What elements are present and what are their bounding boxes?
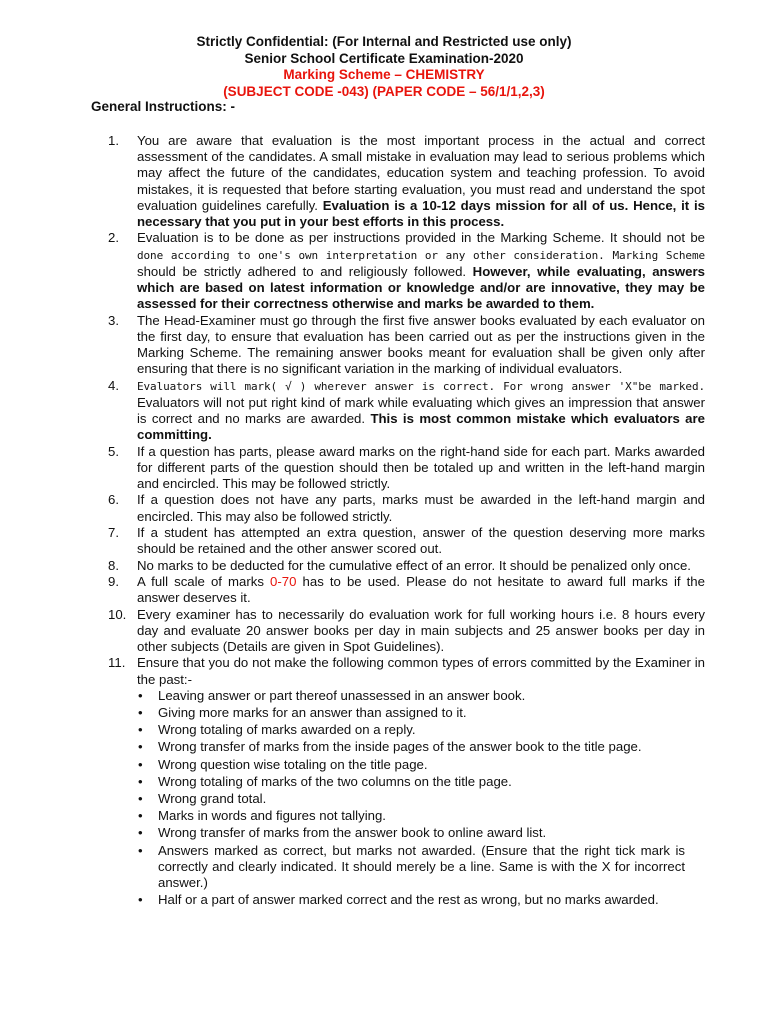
- item-text-mono: done according to one's own interpretation or any other consideration. Marking Scheme: [137, 248, 705, 262]
- bullet-icon: •: [138, 825, 143, 841]
- bullet-item: [137, 825, 685, 841]
- instruction-item: [0, 525, 705, 557]
- instruction-item: [0, 133, 705, 230]
- bullet-text: Wrong totaling of marks awarded on a reply.: [158, 722, 416, 738]
- item-number: 7.: [108, 525, 119, 540]
- instruction-item: [0, 492, 705, 524]
- bullet-item: [137, 722, 685, 738]
- bullet-item: [137, 688, 685, 704]
- item-text: has to be used. Please do not hesitate to award full marks if the answer deserves it.: [137, 573, 705, 606]
- item-text: A full scale of marks: [137, 573, 271, 589]
- bullet-text: Leaving answer or part thereof unassessed in an answer book.: [158, 687, 526, 703]
- item-emphasis: Evaluation is a 10-12 days mission for all of us. Hence, it is necessary that you put in your best efforts in this process.: [137, 197, 705, 230]
- item-number: 8.: [108, 557, 119, 573]
- confidential-notice: Strictly Confidential: (For Internal and Restricted use only): [196, 34, 572, 49]
- instruction-item: [0, 230, 705, 312]
- bullet-item: [137, 791, 685, 807]
- instruction-item: [0, 313, 705, 378]
- item-number: 9.: [108, 573, 119, 589]
- bullet-icon: •: [138, 722, 143, 738]
- exam-title: Senior School Certificate Examination-2020: [244, 50, 524, 66]
- bullet-icon: •: [138, 704, 143, 720]
- bullet-item: [137, 808, 685, 824]
- instruction-item: [0, 378, 705, 444]
- item-text: If a question has parts, please award marks on the right-hand side for each part. Marks awarded for different parts of the question should then be totaled up and written in the left-hand margin and encircled. This may be followed strictly.: [137, 443, 705, 492]
- bullet-icon: •: [138, 842, 143, 858]
- item-number: 11.: [108, 655, 126, 671]
- instruction-item: [0, 574, 705, 606]
- item-text: If a student has attempted an extra question, answer of the question deserving more marks should be retained and the other answer scored out.: [137, 525, 705, 557]
- item-text: Ensure that you do not make the following common types of errors committed by the Examiner in the past:-: [137, 655, 705, 687]
- instruction-item: [0, 558, 705, 574]
- bullet-text: Marks in words and figures not tallying.: [158, 808, 386, 824]
- instructions-list: [0, 133, 768, 909]
- item-number: 1.: [108, 133, 119, 148]
- marking-scheme-title: Marking Scheme – CHEMISTRY: [283, 67, 485, 82]
- item-number: 3.: [108, 312, 119, 328]
- bullet-icon: •: [138, 756, 143, 772]
- marks-range: 0-70: [270, 573, 297, 589]
- bullet-item: [137, 757, 685, 773]
- subject-code-line: (SUBJECT CODE -043) (PAPER CODE – 56/1/1,2,3): [223, 83, 545, 99]
- item-text: Every examiner has to necessarily do evaluation work for full working hours i.e. 8 hours every day and evaluate 20 answer books per day in main subjects and 25 answer books per day in other subjects (Details are given in Spot Guidelines).: [137, 606, 705, 654]
- item-text: The Head-Examiner must go through the first five answer books evaluated by each evaluator on the first day, to ensure that evaluation has been carried out as per the instructions given in the Marking Scheme. The remaining answer books meant for evaluation shall be given only after ensuring that there is no significant variation in the marking of individual evaluators.: [137, 312, 705, 377]
- item-number: 5.: [108, 443, 119, 459]
- bullet-text: Wrong transfer of marks from the answer book to online award list.: [158, 825, 547, 841]
- bullet-icon: •: [138, 773, 143, 789]
- bullet-item: [137, 843, 685, 892]
- item-number: 2.: [108, 230, 119, 246]
- item-text: Evaluation is to be done as per instructions provided in the Marking Scheme. It should not be: [137, 230, 705, 246]
- item-text: should be strictly adhered to and religiously followed.: [137, 263, 473, 279]
- bullet-text: Giving more marks for an answer than assigned to it.: [158, 704, 467, 720]
- bullet-icon: •: [138, 791, 143, 806]
- bullet-text: Wrong question wise totaling on the title page.: [158, 756, 428, 772]
- bullet-icon: •: [138, 739, 143, 755]
- item-emphasis: This is most common mistake which evaluators are committing.: [137, 411, 705, 443]
- bullet-text: Wrong grand total.: [158, 791, 267, 806]
- error-types-list: [137, 688, 705, 909]
- item-text: Evaluators will not put right kind of mark while evaluating which gives an impression that answer is correct and no marks are awarded.: [137, 394, 705, 427]
- bullet-text: Wrong totaling of marks of the two columns on the title page.: [158, 773, 512, 789]
- instruction-item: [0, 655, 705, 908]
- item-emphasis: However, while evaluating, answers which are based on latest information or knowledge and/or are innovative, they may be assessed for their correctness otherwise and marks be awarded to them.: [137, 263, 705, 312]
- item-number: 6.: [108, 492, 119, 508]
- item-text: If a question does not have any parts, marks must be awarded in the left-hand margin and encircled. This may also be followed strictly.: [137, 492, 705, 524]
- bullet-text: Wrong transfer of marks from the inside pages of the answer book to the title page.: [158, 739, 642, 755]
- item-number: 4.: [108, 377, 119, 393]
- bullet-icon: •: [138, 892, 143, 908]
- bullet-text: Answers marked as correct, but marks not awarded. (Ensure that the right tick mark is correctly and clearly indicated. It should merely be a line. Same is with the X for incorrect answer.): [158, 842, 685, 891]
- item-text: No marks to be deducted for the cumulative effect of an error. It should be penalized only once.: [137, 557, 691, 573]
- bullet-text: Half or a part of answer marked correct and the rest as wrong, but no marks awarded.: [158, 892, 659, 908]
- bullet-item: [137, 705, 685, 721]
- document-header: [0, 34, 768, 100]
- bullet-item: [137, 774, 685, 790]
- instruction-item: [0, 444, 705, 493]
- bullet-icon: •: [138, 687, 143, 703]
- item-text-mono: Evaluators will mark( √ ) wherever answer is correct. For wrong answer 'X"be marked.: [137, 379, 705, 393]
- item-text: You are aware that evaluation is the most important process in the actual and correct assessment of the candidates. A small mistake in evaluation may lead to serious problems which may affect the future of the candidates, education system and teaching profession. To avoid mistakes, it is requested that before starting evaluation, you must read and understand the spot evaluation guidelines carefully.: [137, 133, 705, 213]
- bullet-item: [137, 892, 685, 908]
- general-instructions-heading: General Instructions: -: [91, 99, 236, 114]
- bullet-icon: •: [138, 808, 143, 824]
- instruction-item: [0, 607, 705, 656]
- item-number: 10.: [108, 606, 127, 622]
- bullet-item: [137, 739, 685, 755]
